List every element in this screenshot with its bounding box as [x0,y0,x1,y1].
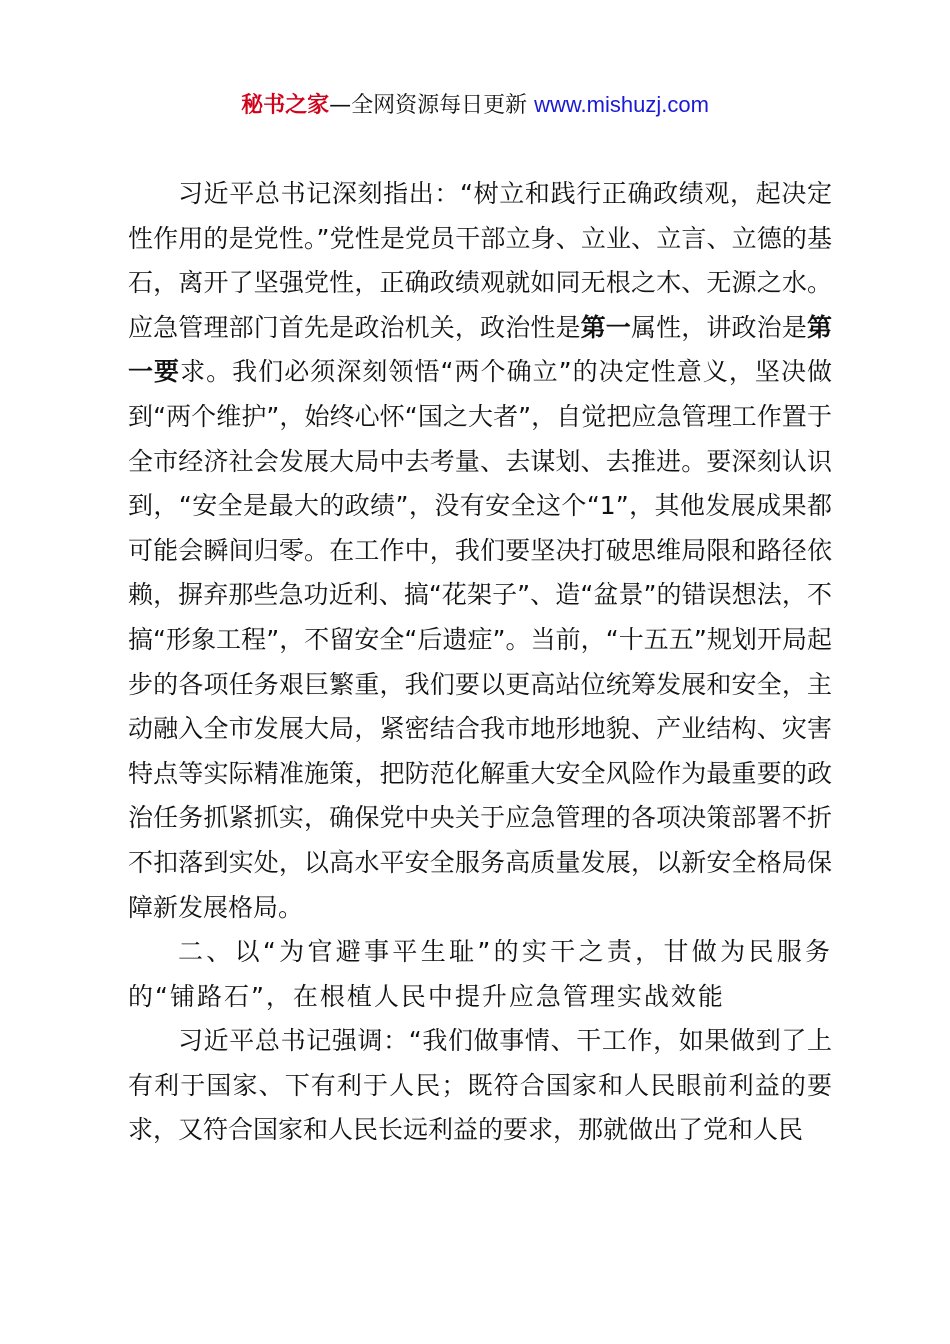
paragraph-1 [128,172,832,930]
paragraph-1-text-c: 求。我们必须深刻领悟“两个确立”的决定性意义，坚决做到“两个维护”，始终心怀“国之大者”，自觉把应急管理工作置于全市经济社会发展大局中去考量、去谋划、去推进。要深刻认识到，“安全是最大的政绩”，没有安全这个“1”，其他发展成果都可能会瞬间归零。在工作中，我们要坚决打破思维局限和路径依赖，摒弃那些急功近利、搞“花架子”、造“盆景”的错误想法，不搞“形象工程”，不留安全“后遗症”。当前，“十五五”规划开局起步的各项任务艰巨繁重，我们要以更高站位统筹发展和安全，主动融入全市发展大局，紧密结合我市地形地貌、产业结构、灾害特点等实际精准施策，把防范化解重大安全风险作为最重要的政治任务抓紧抓实，确保党中央关于应急管理的各项决策部署不折不扣落到实处，以高水平安全服务高质量发展，以新安全格局保障新发展格局。 [128,357,832,922]
paragraph-1-bold-b: 第一要 [128,312,832,387]
document-body [128,172,832,1153]
header-tagline: —全网资源每日更新 [329,93,535,118]
header-url-link[interactable]: www.mishuzj.com [534,92,709,117]
paragraph-1-bold-a: 第一 [580,312,631,342]
section-heading-2: 二、以“为官避事平生耻”的实干之责，甘做为民服务的“铺路石”，在根植人民中提升应急管理实战效能 [128,937,832,1011]
paragraph-1-text-b: 属性，讲政治是 [630,312,807,342]
header-brand: 秘书之家 [241,93,330,118]
page-header [0,90,950,121]
paragraph-1-text-a: 习近平总书记深刻指出：“树立和践行正确政绩观，起决定性作用的是党性。”党性是党员干部立身、立业、立言、立德的基石，离开了坚强党性，正确政绩观就如同无根之木、无源之水。应急管理部门首先是政治机关，政治性是 [128,179,832,342]
paragraph-2: 习近平总书记强调：“我们做事情、干工作，如果做到了上有利于国家、下有利于人民；既符合国家和人民眼前利益的要求，又符合国家和人民长远利益的要求，那就做出了党和人民 [128,1026,832,1145]
